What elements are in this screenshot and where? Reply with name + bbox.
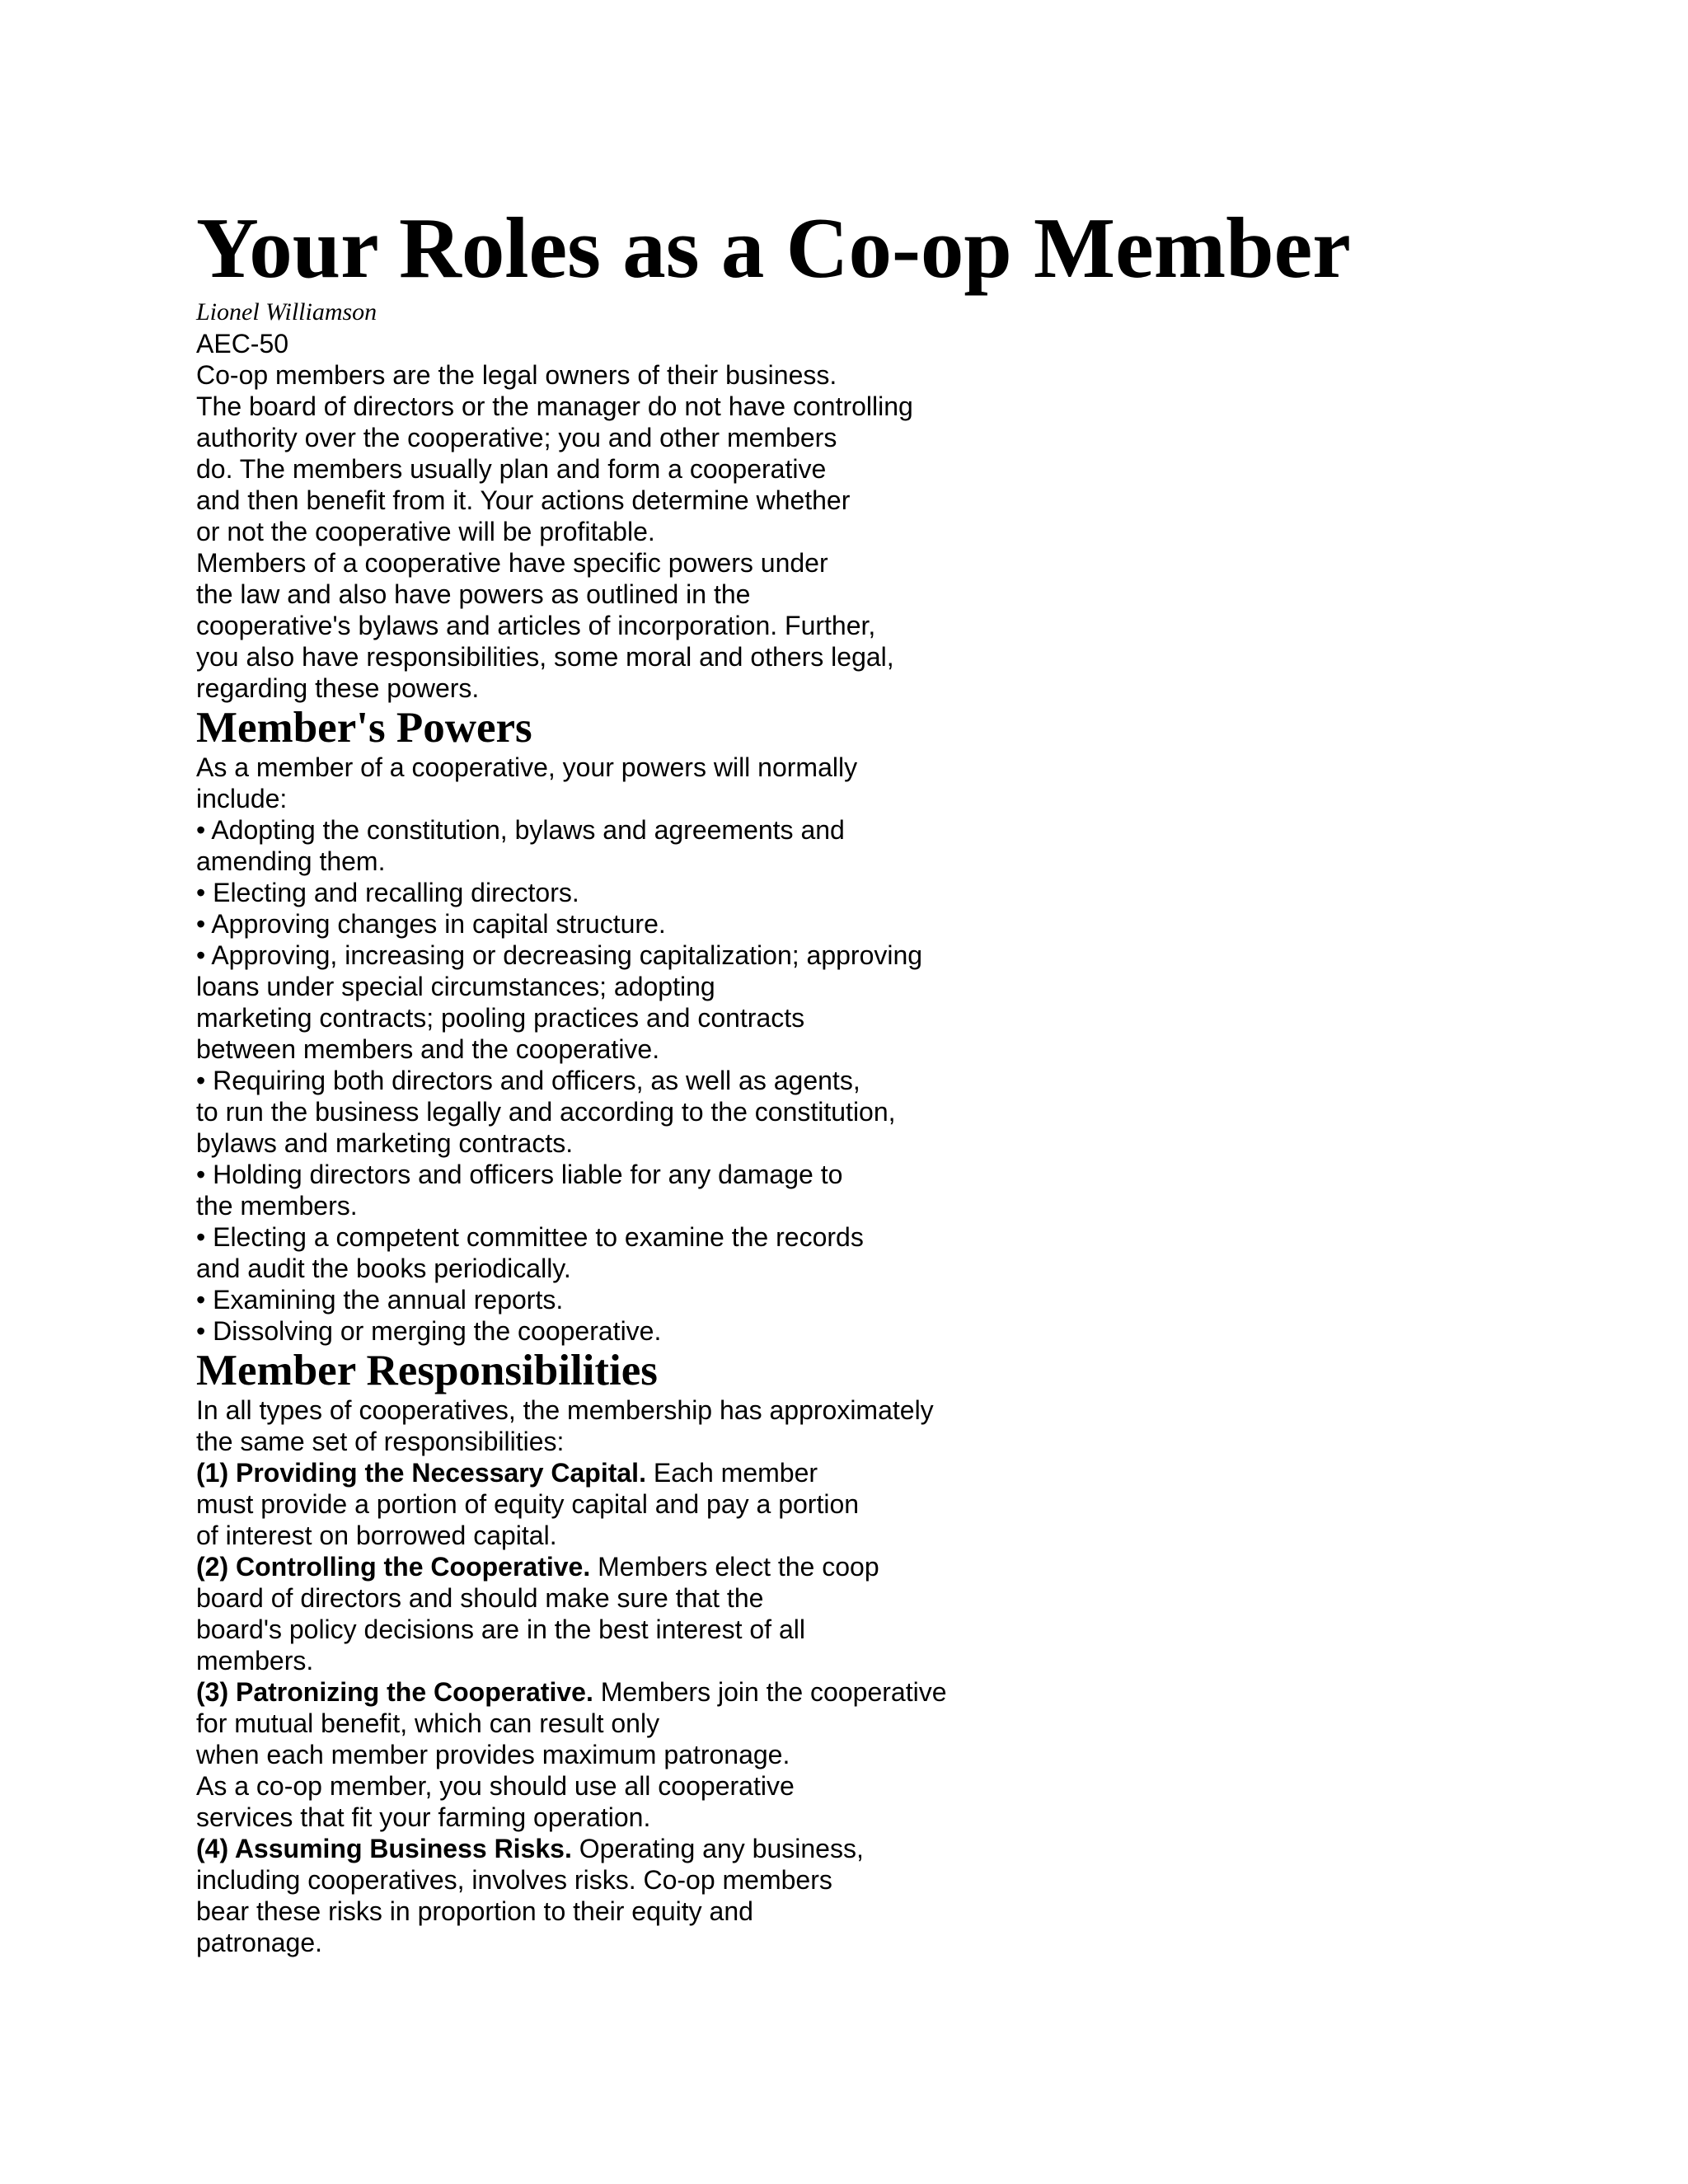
responsibility-lead: (2) Controlling the Cooperative. — [196, 1552, 591, 1582]
powers-line: • Approving changes in capital structure. — [196, 909, 666, 939]
powers-line: • Approving, increasing or decreasing capitalization; approving — [196, 940, 923, 970]
responsibilities-intro-line: In all types of cooperatives, the membership has approximately — [196, 1395, 934, 1425]
powers-line: • Electing a competent committee to examine the records — [196, 1222, 864, 1252]
responsibility-line: when each member provides maximum patronage. — [196, 1740, 790, 1769]
responsibility-text: Members elect the coop — [590, 1552, 879, 1582]
powers-line: bylaws and marketing contracts. — [196, 1128, 574, 1158]
powers-line: • Examining the annual reports. — [196, 1285, 564, 1315]
intro-line: Co-op members are the legal owners of their business. — [196, 360, 837, 390]
responsibility-line: As a co-op member, you should use all cooperative — [196, 1771, 795, 1801]
powers-line: • Dissolving or merging the cooperative. — [196, 1316, 662, 1346]
author-name: Lionel Williamson — [196, 298, 377, 326]
intro-line: Members of a cooperative have specific powers under — [196, 548, 828, 578]
powers-section — [196, 752, 1597, 1347]
powers-line: • Electing and recalling directors. — [196, 878, 579, 907]
intro-line: the law and also have powers as outlined in the — [196, 579, 751, 609]
powers-heading: Member's Powers — [196, 704, 532, 752]
powers-line: loans under special circumstances; adopting — [196, 972, 715, 1001]
responsibility-item-capital — [196, 1457, 1597, 1488]
document-page — [196, 199, 1597, 1958]
intro-line: you also have responsibilities, some moral and others legal, — [196, 642, 894, 672]
intro-line: authority over the cooperative; you and other members — [196, 423, 837, 452]
intro-line: or not the cooperative will be profitable. — [196, 517, 655, 546]
responsibility-item-control — [196, 1551, 1597, 1582]
responsibility-line: of interest on borrowed capital. — [196, 1521, 557, 1550]
powers-line: • Requiring both directors and officers, as well as agents, — [196, 1066, 860, 1095]
intro-line: regarding these powers. — [196, 673, 480, 703]
responsibility-line: for mutual benefit, which can result only — [196, 1708, 660, 1738]
powers-line: amending them. — [196, 846, 386, 876]
responsibility-item-patronize — [196, 1676, 1597, 1708]
powers-line: As a member of a cooperative, your powers will normally — [196, 752, 858, 782]
responsibility-line: including cooperatives, involves risks. Co-op members — [196, 1865, 832, 1895]
document-title: Your Roles as a Co-op Member — [196, 199, 1351, 296]
powers-line: • Adopting the constitution, bylaws and agreements and — [196, 815, 845, 845]
powers-line: include: — [196, 784, 288, 813]
powers-line: between members and the cooperative. — [196, 1034, 660, 1064]
responsibility-line: members. — [196, 1646, 314, 1675]
responsibilities-intro-line: the same set of responsibilities: — [196, 1427, 565, 1456]
responsibility-text: Operating any business, — [571, 1834, 864, 1863]
intro-line: The board of directors or the manager do not have controlling — [196, 391, 913, 421]
responsibility-lead: (1) Providing the Necessary Capital. — [196, 1458, 646, 1488]
responsibility-line: board of directors and should make sure that the — [196, 1583, 764, 1613]
document-code: AEC-50 — [196, 329, 289, 359]
powers-line: the members. — [196, 1191, 358, 1221]
powers-line: • Holding directors and officers liable for any damage to — [196, 1160, 843, 1189]
powers-line: and audit the books periodically. — [196, 1254, 571, 1283]
intro-line: and then benefit from it. Your actions determine whether — [196, 485, 851, 515]
responsibility-line: board's policy decisions are in the best interest of all — [196, 1615, 805, 1644]
intro-line: do. The members usually plan and form a cooperative — [196, 454, 827, 484]
responsibility-line: services that fit your farming operation. — [196, 1802, 651, 1832]
responsibility-line: bear these risks in proportion to their equity and — [196, 1896, 753, 1926]
responsibility-lead: (4) Assuming Business Risks. — [196, 1834, 572, 1863]
intro-line: cooperative's bylaws and articles of incorporation. Further, — [196, 611, 876, 640]
responsibility-item-risks — [196, 1833, 1597, 1864]
responsibility-text: Members join the cooperative — [593, 1677, 947, 1707]
responsibility-text: Each member — [645, 1458, 818, 1488]
responsibilities-heading: Member Responsibilities — [196, 1347, 658, 1394]
powers-line: marketing contracts; pooling practices and contracts — [196, 1003, 805, 1033]
intro-paragraph — [196, 359, 1597, 704]
powers-line: to run the business legally and according to the constitution, — [196, 1097, 896, 1127]
responsibility-line: patronage. — [196, 1928, 323, 1957]
responsibility-lead: (3) Patronizing the Cooperative. — [196, 1677, 593, 1707]
responsibility-line: must provide a portion of equity capital and pay a portion — [196, 1489, 860, 1519]
responsibilities-section — [196, 1394, 1597, 1958]
